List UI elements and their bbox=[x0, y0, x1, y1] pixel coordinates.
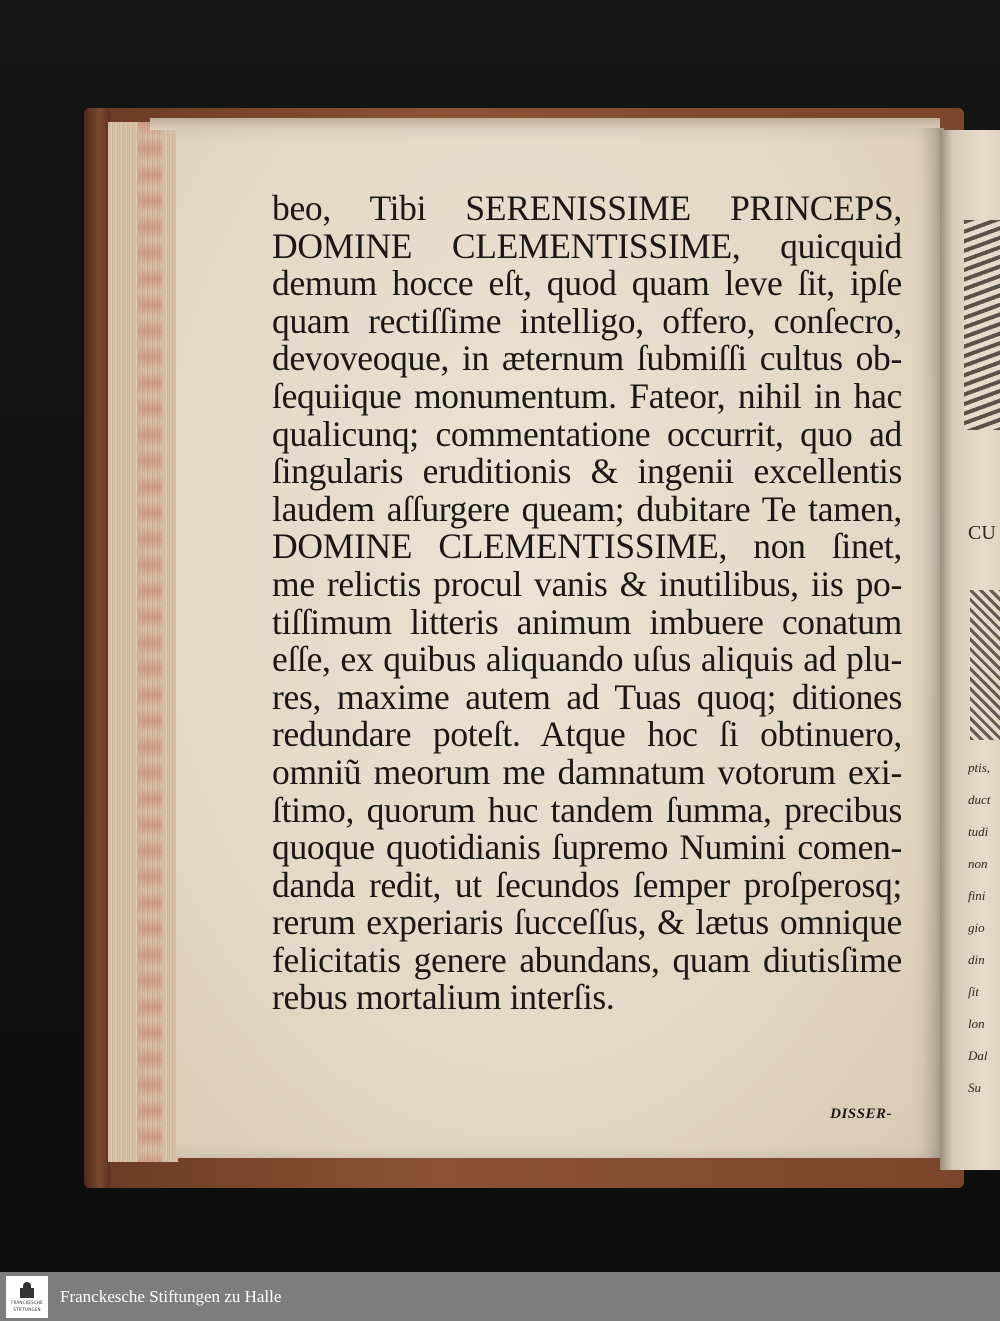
right-page-text-fragment: din bbox=[968, 952, 985, 967]
text-line: res, maxime autem ad Tuas quoq; ditiones bbox=[272, 676, 902, 717]
text-line: DOMINE CLEMENTISSIME, non ſinet, bbox=[272, 526, 902, 567]
page-block-edges bbox=[108, 122, 178, 1162]
logo-text-line-1: FRANCKESCHE bbox=[11, 1299, 43, 1305]
right-page-text-fragment: non bbox=[968, 856, 988, 871]
text-line: ſequiique monumentum. Fateor, nihil in hac bbox=[272, 375, 902, 416]
text-line: devoveoque, in æternum ſubmiſſi cultus ob- bbox=[272, 338, 902, 379]
text-line: rerum experiaris ſucceſſus, & lætus omnique bbox=[272, 902, 902, 943]
text-line: tiſſimum litteris animum imbuere conatum bbox=[272, 601, 902, 642]
text-line: eſſe, ex quibus aliquando uſus aliquis ad plu- bbox=[272, 639, 902, 680]
book-spine-edge bbox=[84, 108, 110, 1188]
text-line: danda redit, ut ſecundos ſemper proſperosq; bbox=[272, 864, 902, 905]
right-page-text-fragment: fini bbox=[968, 888, 986, 903]
text-line: me relictis procul vanis & inutilibus, iis po- bbox=[272, 563, 902, 604]
footer-bar bbox=[0, 1272, 1000, 1321]
right-page-text-fragment: ſit bbox=[968, 984, 979, 999]
right-page-text-fragment: lon bbox=[968, 1016, 985, 1031]
right-page-text-fragment: Su bbox=[968, 1080, 981, 1095]
right-page-heading-fragment: CU bbox=[968, 522, 996, 544]
text-line: redundare poteſt. Atque hoc ſi obtinuero, bbox=[272, 714, 902, 755]
institution-logo[interactable] bbox=[6, 1276, 48, 1318]
text-line: omniũ meorum me damnatum votorum exi- bbox=[272, 751, 902, 792]
text-line: beo, Tibi SERENISSIME PRINCEPS, bbox=[272, 188, 902, 228]
right-page-decorated-initial bbox=[970, 590, 1000, 740]
catchword: DISSER- bbox=[830, 1106, 892, 1122]
right-page-text-fragment: ptis, bbox=[968, 760, 991, 775]
page-text bbox=[272, 190, 902, 1017]
footer-title: Franckesche Stiftungen zu Halle bbox=[60, 1286, 282, 1306]
text-line: felicitatis genere abundans, quam diutisſime bbox=[272, 939, 902, 980]
right-page-text-fragment: Dal bbox=[968, 1048, 988, 1063]
text-line: laudem aſſurgere queam; dubitare Te tamen, bbox=[272, 488, 902, 529]
right-page-text-fragment: tudi bbox=[968, 824, 989, 839]
text-line: DOMINE CLEMENTISSIME, quicquid bbox=[272, 225, 902, 266]
text-line: quam rectiſſime intelligo, offero, conſecro, bbox=[272, 300, 902, 341]
text-line: quoque quotidianis ſupremo Numini comen- bbox=[272, 827, 902, 868]
building-icon bbox=[20, 1282, 34, 1298]
text-line: ſtimo, quorum huc tandem ſumma, precibus bbox=[272, 789, 902, 830]
text-line: ſingularis eruditionis & ingenii excellentis bbox=[272, 451, 902, 492]
text-line: demum hocce eſt, quod quam leve ſit, ipſe bbox=[272, 263, 902, 304]
text-line: rebus mortalium interſis. bbox=[272, 977, 615, 1018]
logo-text-line-2: STIFTUNGEN bbox=[13, 1306, 41, 1312]
right-page-text-fragment: gio bbox=[968, 920, 985, 935]
right-page-ornament bbox=[964, 220, 1000, 430]
text-line: qualicunq; commentatione occurrit, quo ad bbox=[272, 413, 902, 454]
left-page bbox=[176, 128, 944, 1158]
right-page-text-fragment: duct bbox=[968, 792, 991, 807]
